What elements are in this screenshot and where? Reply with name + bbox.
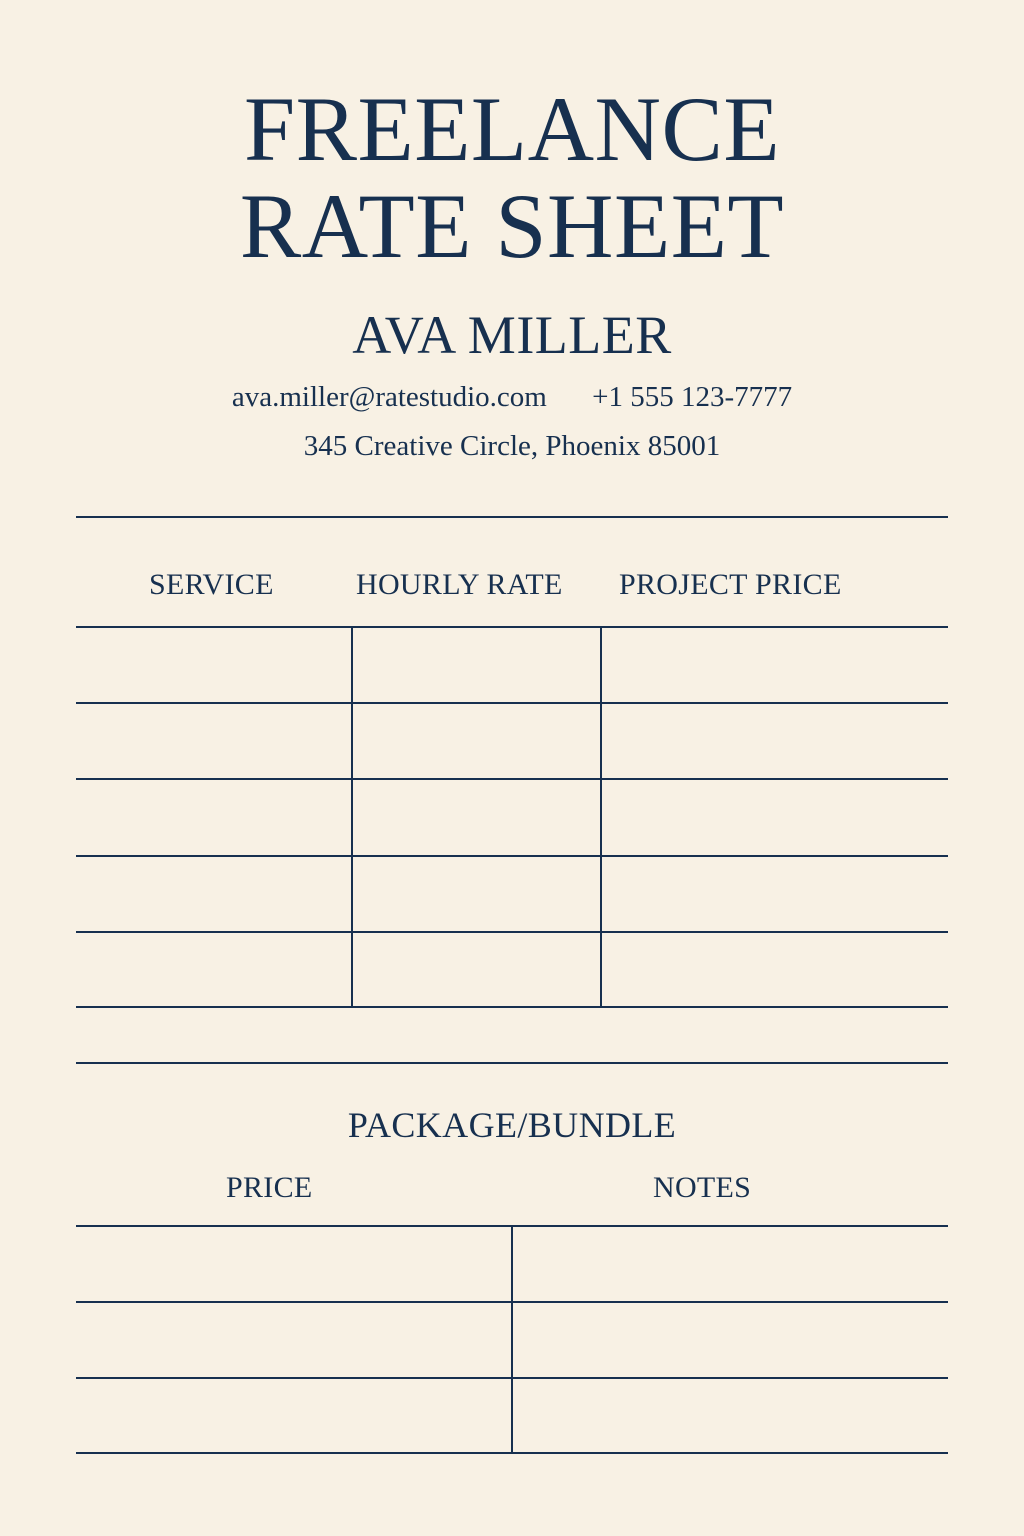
column-header-price: PRICE bbox=[226, 1171, 313, 1204]
table-cell-project-price[interactable] bbox=[602, 857, 948, 931]
table-cell-hourly-rate[interactable] bbox=[353, 704, 600, 778]
table-cell-project-price[interactable] bbox=[602, 628, 948, 702]
table-cell-project-price[interactable] bbox=[602, 933, 948, 1006]
phone-number: +1 555 123-7777 bbox=[592, 381, 793, 413]
column-header-service: SERVICE bbox=[149, 568, 274, 601]
table-cell-notes[interactable] bbox=[513, 1227, 948, 1301]
package-section-title: PACKAGE/BUNDLE bbox=[347, 1105, 677, 1145]
table-cell-service[interactable] bbox=[78, 857, 351, 931]
section-divider-middle bbox=[76, 1062, 948, 1064]
table-cell-price[interactable] bbox=[78, 1303, 511, 1377]
table-cell-service[interactable] bbox=[78, 933, 351, 1006]
section-divider-top bbox=[76, 516, 948, 518]
table-cell-project-price[interactable] bbox=[602, 780, 948, 855]
contact-line bbox=[0, 383, 1024, 412]
freelancer-name: AVA MILLER bbox=[352, 305, 672, 365]
table-cell-project-price[interactable] bbox=[602, 704, 948, 778]
title-line-1: FREELANCE bbox=[243, 78, 781, 180]
table-row-divider bbox=[76, 1006, 948, 1008]
table-cell-service[interactable] bbox=[78, 628, 351, 702]
column-header-project-price: PROJECT PRICE bbox=[619, 568, 842, 601]
email-address: ava.miller@ratestudio.com bbox=[231, 381, 547, 413]
table-cell-hourly-rate[interactable] bbox=[353, 780, 600, 855]
column-header-notes: NOTES bbox=[653, 1171, 752, 1204]
table-cell-price[interactable] bbox=[78, 1379, 511, 1452]
table-cell-service[interactable] bbox=[78, 780, 351, 855]
street-address: 345 Creative Circle, Phoenix 85001 bbox=[303, 430, 721, 462]
table-cell-hourly-rate[interactable] bbox=[353, 933, 600, 1006]
table-cell-price[interactable] bbox=[78, 1227, 511, 1301]
table-cell-hourly-rate[interactable] bbox=[353, 857, 600, 931]
table-cell-service[interactable] bbox=[78, 704, 351, 778]
title-line-2: RATE SHEET bbox=[239, 175, 785, 277]
table-cell-notes[interactable] bbox=[513, 1303, 948, 1377]
table-cell-hourly-rate[interactable] bbox=[353, 628, 600, 702]
column-header-hourly-rate: HOURLY RATE bbox=[356, 568, 563, 601]
table-cell-notes[interactable] bbox=[513, 1379, 948, 1452]
